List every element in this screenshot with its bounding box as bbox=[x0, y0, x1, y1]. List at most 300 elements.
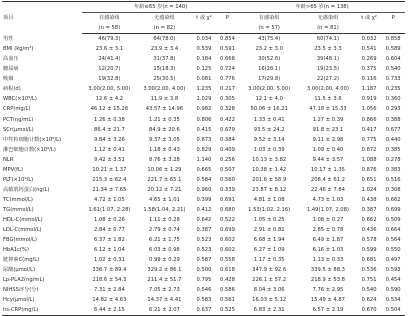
table-cell: 0.428 bbox=[220, 277, 235, 284]
table-cell: 0.558 bbox=[220, 257, 235, 264]
table-cell: 1.61(1.07, 2.28) bbox=[88, 206, 131, 213]
row-label: 高敏肌钙蛋白(ng/L) bbox=[3, 186, 50, 193]
sub-header: 有感染组 bbox=[99, 15, 120, 22]
table-cell: 23.87 ± 8.12 bbox=[252, 186, 287, 193]
table-cell: 1.53(1.02, 2.16) bbox=[248, 206, 291, 213]
table-row bbox=[2, 74, 405, 84]
table-cell: 16(28.1) bbox=[258, 66, 281, 73]
table-cell: 1.02 ± 0.31 bbox=[94, 257, 125, 264]
table-cell: 6.57 ± 2.19 bbox=[299, 305, 357, 316]
table-cell: 0.375 bbox=[361, 66, 377, 73]
table-cell: 20.12 ± 7.21 bbox=[147, 186, 182, 193]
table-row bbox=[2, 255, 405, 265]
table-cell: 0.699 bbox=[220, 227, 235, 234]
table-cell: 6.03 ± 0.98 bbox=[149, 247, 180, 254]
row-label: PLT(×10⁹/L) bbox=[3, 176, 34, 183]
table-cell: 0.662 bbox=[361, 216, 377, 223]
table-cell: 4.65 ± 1.01 bbox=[149, 196, 180, 203]
table-cell: 0.829 bbox=[196, 146, 212, 153]
row-label: 吸烟 bbox=[3, 76, 14, 83]
row-label: BMI (kg/m²) bbox=[3, 46, 34, 53]
row-label: LDL-C(mmol/L) bbox=[3, 227, 42, 234]
table-cell: 0.806 bbox=[196, 116, 212, 123]
table-cell: 43(75.4) bbox=[258, 36, 281, 43]
table-cell: 14.82 ± 4.63 bbox=[92, 297, 127, 304]
sub-header: 无感染组 bbox=[154, 15, 175, 22]
table-cell: 0.637 bbox=[192, 305, 216, 316]
table-cell: 0.560 bbox=[220, 176, 235, 183]
row-label: TG(mmol/L) bbox=[3, 206, 34, 213]
data-table bbox=[2, 1, 405, 316]
table-cell: 0.624 bbox=[361, 297, 377, 304]
sub-header-n bbox=[357, 23, 382, 34]
table-cell: 91.8 ± 23.1 bbox=[312, 126, 344, 133]
table-cell: 0.184 bbox=[196, 56, 212, 63]
row-label: NIHSS评分(分) bbox=[3, 287, 39, 294]
table-cell: 10.38 ± 1.42 bbox=[252, 166, 287, 173]
table-cell: 1.13 ± 0.33 bbox=[312, 257, 344, 264]
table-row bbox=[2, 84, 405, 94]
table-cell: 8.04 ± 3.06 bbox=[253, 287, 285, 294]
row-label: 尿酸(μmol/L) bbox=[3, 267, 36, 274]
table-cell: 0.561 bbox=[220, 297, 235, 304]
table-cell: 10.17 ± 1.35 bbox=[310, 166, 345, 173]
table-cell: 0.539 bbox=[196, 46, 212, 53]
row-label: hs-CRP(mg/L) bbox=[2, 305, 82, 316]
table-cell: 0.564 bbox=[385, 237, 401, 244]
table-cell: 0.586 bbox=[220, 287, 235, 294]
table-cell: 0.662 bbox=[385, 196, 401, 203]
table-cell: 0.589 bbox=[385, 46, 401, 53]
table-cell: 0.795 bbox=[196, 277, 212, 284]
table-cell: 0.328 bbox=[220, 106, 235, 113]
table-cell: 47.18 ± 15.33 bbox=[309, 106, 347, 113]
row-label: SCr(μmol/L) bbox=[3, 126, 34, 133]
table-cell: 329.2 ± 86.1 bbox=[147, 267, 182, 274]
table-cell: 0.679 bbox=[220, 126, 235, 133]
table-cell: 24(41.4) bbox=[98, 56, 121, 63]
table-cell: 7.05 ± 2.73 bbox=[149, 287, 180, 294]
sub-header-n bbox=[192, 23, 216, 34]
table-cell: 16.03 ± 5.12 bbox=[252, 297, 287, 304]
table-cell: 86.4 ± 21.7 bbox=[94, 126, 125, 133]
table-cell: 1.024 bbox=[361, 186, 377, 193]
table-cell: 0.751 bbox=[361, 277, 377, 284]
table-row bbox=[2, 104, 405, 114]
table-row bbox=[2, 165, 405, 175]
table-cell: 0.593 bbox=[385, 267, 401, 274]
row-label: 淋巴细胞计数(×10⁹/L) bbox=[3, 146, 56, 153]
table-cell: 22.46 ± 7.84 bbox=[310, 186, 345, 193]
table-cell: 0.269 bbox=[361, 56, 377, 63]
table-cell: 0.590 bbox=[385, 287, 401, 294]
table-cell: 6.68 ± 1.94 bbox=[253, 237, 285, 244]
table-cell: 1.029 bbox=[196, 96, 212, 103]
table-cell: 0.217 bbox=[220, 86, 235, 93]
sub-header: t 或 χ² bbox=[361, 15, 377, 22]
table-cell: 0.125 bbox=[196, 66, 212, 73]
table-cell: 46(79.3) bbox=[98, 36, 121, 43]
table-cell: 0.034 bbox=[196, 36, 212, 43]
table-cell: 50.06 ± 16.21 bbox=[250, 106, 288, 113]
table-cell: 2.84 ± 0.77 bbox=[94, 227, 125, 234]
table-cell: 0.919 bbox=[361, 96, 377, 103]
item-header: 项目 bbox=[2, 2, 82, 34]
table-row bbox=[2, 54, 405, 64]
table-row bbox=[2, 265, 405, 275]
table-cell: 1.17 ± 0.35 bbox=[253, 257, 285, 264]
table-cell: 0.540 bbox=[385, 66, 401, 73]
table-cell: 0.516 bbox=[385, 176, 401, 183]
table-cell: 22(27.2) bbox=[316, 76, 340, 83]
table-cell: 15.49 ± 4.87 bbox=[310, 297, 345, 304]
table-cell: 84.9 ± 20.6 bbox=[149, 126, 180, 133]
table-cell: 0.584 bbox=[196, 176, 212, 183]
table-cell: 0.417 bbox=[361, 126, 377, 133]
table-cell: 1.27 ± 0.39 bbox=[312, 116, 344, 123]
table-cell: 0.578 bbox=[361, 237, 377, 244]
row-label: 糖尿病 bbox=[3, 66, 19, 73]
table-cell: 0.602 bbox=[220, 237, 235, 244]
table-cell: 0.278 bbox=[385, 156, 401, 163]
table-row bbox=[2, 295, 405, 305]
table-cell: 0.438 bbox=[361, 196, 377, 203]
row-label: 胱抑素C(mg/L) bbox=[3, 257, 40, 264]
table-cell: 1.33 ± 0.41 bbox=[253, 116, 285, 123]
table-cell: 0.522 bbox=[220, 216, 235, 223]
table-cell: 0.670 bbox=[357, 305, 382, 316]
table-row bbox=[2, 145, 405, 155]
table-row bbox=[2, 235, 405, 245]
table-cell: 6.83 ± 2.31 bbox=[239, 305, 299, 316]
table-cell: 0.293 bbox=[385, 106, 401, 113]
table-cell: 0.724 bbox=[220, 66, 235, 73]
table-cell: 10.13 ± 3.82 bbox=[252, 156, 287, 163]
sub-header-n: (n = 82) bbox=[137, 23, 193, 34]
table-row bbox=[2, 285, 405, 295]
table-cell: 12.6 ± 4.2 bbox=[95, 96, 124, 103]
table-cell: 0.733 bbox=[385, 76, 401, 83]
table-cell: 347.9 ± 92.6 bbox=[252, 267, 287, 274]
table-cell: 1.21 ± 0.35 bbox=[149, 116, 180, 123]
row-label: Hcy(μmol/L) bbox=[3, 297, 35, 304]
table-cell: 0.523 bbox=[196, 247, 212, 254]
table-cell: 0.677 bbox=[385, 126, 401, 133]
table-row bbox=[2, 205, 405, 215]
table-cell: 0.540 bbox=[361, 287, 377, 294]
table-cell: 0.668 bbox=[220, 56, 235, 63]
table-cell: 215.3 ± 62.4 bbox=[92, 176, 127, 183]
table-row bbox=[2, 44, 405, 54]
table-cell: 23.2 ± 3.0 bbox=[255, 46, 283, 53]
table-row bbox=[2, 94, 405, 104]
table-cell: 23.9 ± 3.4 bbox=[150, 46, 179, 53]
table-cell: 0.775 bbox=[361, 136, 377, 143]
table-cell: 0.876 bbox=[361, 166, 377, 173]
table-cell: 0.664 bbox=[385, 227, 401, 234]
table-cell: 25(30.5) bbox=[153, 76, 176, 83]
table-cell: 1.58(1.04, 2.21) bbox=[143, 206, 186, 213]
table-row bbox=[2, 225, 405, 235]
table-cell: 0.032 bbox=[361, 36, 377, 43]
table-cell: 0.360 bbox=[385, 96, 401, 103]
table-cell: 201.6 ± 58.9 bbox=[252, 176, 287, 183]
table-row bbox=[2, 305, 405, 316]
table-cell: 93.5 ± 24.2 bbox=[253, 126, 285, 133]
table-cell: 9.44 ± 3.57 bbox=[312, 156, 344, 163]
table-cell: 0.536 bbox=[361, 267, 377, 274]
table-row bbox=[2, 215, 405, 225]
row-label: 高血压 bbox=[3, 56, 19, 63]
table-cell: 21.34 ± 7.65 bbox=[92, 186, 127, 193]
table-body bbox=[2, 34, 405, 316]
table-cell: 0.546 bbox=[196, 287, 212, 294]
table-cell: 6.12 ± 1.04 bbox=[94, 247, 125, 254]
table-cell: 0.699 bbox=[385, 206, 401, 213]
table-cell: 0.399 bbox=[196, 196, 212, 203]
table-cell: 6.37 ± 1.82 bbox=[94, 237, 125, 244]
table-cell: 9.11 ± 2.98 bbox=[312, 136, 344, 143]
table-cell: 1.05 ± 0.25 bbox=[253, 216, 285, 223]
sub-header-n: (n = 58) bbox=[82, 23, 137, 34]
table-row bbox=[2, 175, 405, 185]
table-cell: 6.21 ± 2.07 bbox=[137, 305, 193, 316]
table-cell: 4.73 ± 1.03 bbox=[312, 196, 344, 203]
table-cell: 7.76 ± 2.95 bbox=[312, 287, 344, 294]
table-cell: 0.960 bbox=[196, 186, 212, 193]
table-cell: 0.436 bbox=[361, 227, 377, 234]
table-cell: 30(52.6) bbox=[258, 56, 281, 63]
row-label: 病程(d) bbox=[3, 86, 21, 93]
table-row bbox=[2, 34, 405, 45]
table-cell: 0.308 bbox=[385, 186, 401, 193]
table-cell: 0.081 bbox=[196, 76, 212, 83]
table-cell: 64(78.0) bbox=[153, 36, 176, 43]
table-cell: 0.982 bbox=[196, 106, 212, 113]
table-cell: 3.00(2.00, 5.00) bbox=[248, 86, 291, 93]
table-cell: 43.57 ± 14.96 bbox=[145, 106, 184, 113]
table-cell: 0.651 bbox=[361, 176, 377, 183]
table-cell: 0.99 ± 0.29 bbox=[149, 257, 180, 264]
table-cell: 0.385 bbox=[385, 146, 401, 153]
table-cell: 0.507 bbox=[220, 166, 235, 173]
table-cell: 218.9 ± 53.8 bbox=[310, 277, 345, 284]
table-cell: 221.7 ± 65.1 bbox=[147, 176, 182, 183]
table-cell: 4.72 ± 1.05 bbox=[94, 196, 125, 203]
row-label: 男性 bbox=[3, 35, 14, 42]
table-cell: 11.9 ± 3.8 bbox=[150, 96, 179, 103]
table-cell: 0.305 bbox=[220, 96, 235, 103]
table-cell: 0.534 bbox=[385, 297, 401, 304]
table-row bbox=[2, 155, 405, 165]
table-cell: 2.79 ± 0.74 bbox=[149, 227, 180, 234]
sub-header: P bbox=[225, 15, 230, 22]
row-label: MPV(fL) bbox=[3, 166, 23, 173]
table-cell: 0.440 bbox=[385, 136, 401, 143]
table-cell: 0.388 bbox=[385, 116, 401, 123]
table-cell: 0.681 bbox=[361, 257, 377, 264]
table-cell: 11.5 ± 3.6 bbox=[314, 96, 342, 103]
table-cell: 9.42 ± 3.51 bbox=[94, 156, 125, 163]
table-cell: 0.665 bbox=[196, 166, 212, 173]
table-cell: 218.6 ± 54.3 bbox=[92, 277, 127, 284]
table-cell: 3.00(2.00, 5.00) bbox=[88, 86, 131, 93]
table-row bbox=[2, 275, 405, 285]
table-row bbox=[2, 195, 405, 205]
table-cell: 6.49 ± 1.87 bbox=[312, 237, 344, 244]
table-cell: 6.16 ± 1.03 bbox=[312, 247, 344, 254]
table-row bbox=[2, 125, 405, 135]
table-header bbox=[2, 2, 405, 34]
table-cell: 0.116 bbox=[361, 76, 377, 83]
row-label: HDL-C(mmol/L) bbox=[3, 216, 43, 223]
table-cell: 1.056 bbox=[361, 106, 377, 113]
table-cell: 15(18.3) bbox=[153, 66, 176, 73]
table-cell: 23.6 ± 3.1 bbox=[95, 46, 124, 53]
table-cell: 2.85 ± 0.78 bbox=[312, 227, 344, 234]
table-cell: 10.06 ± 1.29 bbox=[147, 166, 182, 173]
sub-header: 无感染组 bbox=[317, 15, 339, 22]
row-label: CRP(mg/L) bbox=[3, 106, 31, 113]
table-cell: 0.415 bbox=[196, 126, 212, 133]
table-cell: 23.5 ± 3.3 bbox=[314, 46, 342, 53]
table-cell: 12.1 ± 4.0 bbox=[255, 96, 283, 103]
table-cell: 0.587 bbox=[196, 257, 212, 264]
table-cell: 12(20.7) bbox=[98, 66, 121, 73]
table-cell: 0.509 bbox=[385, 216, 401, 223]
table-cell: 7.31 ± 2.84 bbox=[94, 287, 125, 294]
table-cell: 226.1 ± 57.2 bbox=[252, 277, 287, 284]
table-cell: 0.383 bbox=[385, 166, 401, 173]
table-cell: 31(37.8) bbox=[153, 56, 176, 63]
table-cell: 1.12 ± 0.41 bbox=[94, 146, 125, 153]
table-cell: 336.7 ± 89.4 bbox=[92, 267, 127, 274]
table-row bbox=[2, 64, 405, 74]
table-cell: 1.26 ± 0.38 bbox=[94, 116, 125, 123]
table-cell: 6.27 ± 1.09 bbox=[253, 247, 285, 254]
sub-header-n: (n = 57) bbox=[239, 23, 299, 34]
table-cell: 0.602 bbox=[220, 247, 235, 254]
table-cell: 0.604 bbox=[385, 56, 401, 63]
table-cell: 2.91 ± 0.81 bbox=[253, 227, 285, 234]
table-cell: 1.03 ± 0.39 bbox=[253, 146, 285, 153]
table-cell: 1.08 ± 0.26 bbox=[94, 216, 125, 223]
table-cell: 0.339 bbox=[220, 186, 235, 193]
table-cell: 0.497 bbox=[385, 257, 401, 264]
table-cell: 6.44 ± 2.15 bbox=[82, 305, 137, 316]
table-cell: 10.21 ± 1.37 bbox=[92, 166, 127, 173]
table-cell: 3.00(2.00, 4.00) bbox=[306, 86, 349, 93]
table-cell: 339.5 ± 88.3 bbox=[310, 267, 345, 274]
row-label: NLR bbox=[3, 156, 14, 163]
table-cell: 0.599 bbox=[361, 247, 377, 254]
table-cell: 0.583 bbox=[196, 297, 212, 304]
table-cell: 1.18 ± 0.43 bbox=[149, 146, 180, 153]
table-cell: 211.4 ± 51.7 bbox=[147, 277, 182, 284]
table-cell: 0.235 bbox=[385, 86, 401, 93]
table-cell: 17(29.8) bbox=[258, 76, 281, 83]
table-cell: 0.591 bbox=[220, 46, 235, 53]
table-cell: 0.422 bbox=[220, 116, 235, 123]
group-header-left: 年龄≤65 岁(n = 140) bbox=[82, 2, 239, 13]
table-cell: 4.81 ± 1.08 bbox=[253, 196, 285, 203]
table-cell: 0.387 bbox=[196, 227, 212, 234]
table-row bbox=[2, 135, 405, 145]
table-cell: 0.618 bbox=[220, 267, 235, 274]
row-label: WBC(×10⁹/L) bbox=[3, 96, 37, 103]
table-cell: 60(74.1) bbox=[316, 36, 340, 43]
table-cell: 0.680 bbox=[220, 206, 235, 213]
row-label: 中性粒细胞计数(×10⁹/L) bbox=[3, 136, 62, 143]
table-cell: 1.235 bbox=[196, 86, 212, 93]
table-cell: 8.76 ± 3.28 bbox=[149, 156, 180, 163]
table-cell: 0.409 bbox=[220, 146, 235, 153]
table-cell: 208.4 ± 61.2 bbox=[310, 176, 345, 183]
table-cell: 9.52 ± 3.14 bbox=[253, 136, 285, 143]
row-label: Lp-PLA2(ng/mL) bbox=[3, 277, 45, 284]
table-cell: 0.523 bbox=[196, 237, 212, 244]
table-cell: 0.384 bbox=[220, 136, 235, 143]
table-cell: 0.256 bbox=[220, 156, 235, 163]
table-cell: 0.412 bbox=[196, 206, 212, 213]
table-cell: 6.21 ± 1.75 bbox=[149, 237, 180, 244]
table-cell: 0.776 bbox=[220, 76, 235, 83]
table-cell: 1.49(1.07, 2.08) bbox=[306, 206, 349, 213]
table-cell: 0.525 bbox=[216, 305, 240, 316]
table-cell: 14.37 ± 4.41 bbox=[147, 297, 182, 304]
table-cell: 0.454 bbox=[385, 277, 401, 284]
sub-header-n bbox=[381, 23, 405, 34]
table-cell: 0.387 bbox=[361, 206, 377, 213]
row-label: HbA1c(%) bbox=[3, 247, 29, 254]
table-cell: 0.866 bbox=[361, 116, 377, 123]
table-cell: 0.873 bbox=[196, 136, 212, 143]
row-label: TC(mmol/L) bbox=[3, 196, 33, 203]
table-cell: 0.504 bbox=[381, 305, 405, 316]
table-cell: 0.872 bbox=[361, 146, 377, 153]
table-cell: 0.854 bbox=[220, 36, 235, 43]
sub-header-n: (n = 81) bbox=[299, 23, 357, 34]
table-cell: 1.187 bbox=[361, 86, 377, 93]
row-label: FBG(mmol/L) bbox=[3, 237, 37, 244]
table-cell: 1.08 ± 0.27 bbox=[312, 216, 344, 223]
table-cell: 1.140 bbox=[196, 156, 212, 163]
table-cell: 0.541 bbox=[361, 46, 377, 53]
table-cell: 9.37 ± 3.05 bbox=[149, 136, 180, 143]
row-label: PCT(ng/mL) bbox=[3, 116, 34, 123]
sub-header: 有感染组 bbox=[258, 15, 280, 22]
table-cell: 39(48.1) bbox=[316, 56, 340, 63]
table-row bbox=[2, 185, 405, 195]
table-cell: 0.642 bbox=[196, 216, 212, 223]
table-cell: 9.84 ± 3.26 bbox=[94, 136, 125, 143]
table-cell: 1.09 ± 0.40 bbox=[312, 146, 344, 153]
group-header-right: 年龄>65 岁(n = 138) bbox=[239, 2, 405, 13]
table-cell: 0.858 bbox=[385, 36, 401, 43]
table-cell: 19(23.5) bbox=[316, 66, 340, 73]
table-cell: 19(32.8) bbox=[98, 76, 121, 83]
sub-header: t 或 χ² bbox=[196, 15, 212, 22]
table-cell: 0.500 bbox=[196, 267, 212, 274]
table-cell: 1.088 bbox=[361, 156, 377, 163]
table-cell: 1.11 ± 0.28 bbox=[149, 216, 180, 223]
sub-header: P bbox=[391, 15, 395, 22]
table-cell: 3.00(2.00, 4.00) bbox=[143, 86, 186, 93]
sub-header-n bbox=[216, 23, 240, 34]
table-cell: 46.12 ± 15.28 bbox=[90, 106, 129, 113]
table-cell: 0.691 bbox=[220, 196, 235, 203]
table-cell: 0.550 bbox=[385, 247, 401, 254]
